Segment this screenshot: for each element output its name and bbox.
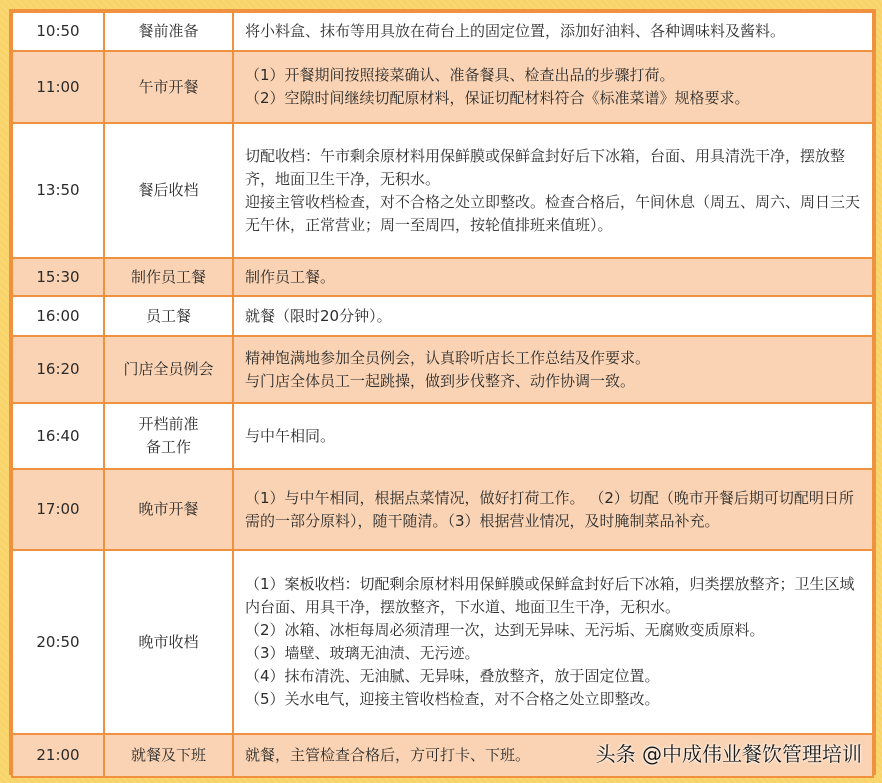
schedule-table-container — [9, 9, 876, 775]
task-label: 员工餐 — [145, 306, 191, 325]
description-cell — [233, 403, 873, 469]
description-line: 与中午相同。 — [245, 426, 336, 445]
description-cell — [233, 258, 873, 296]
description-cell — [233, 550, 873, 734]
description-line: （1）案板收档：切配剩余原材料用保鲜膜或保鲜盒封好后下冰箱，归类摆放整齐；卫生区域内台面、用具干净，摆放整齐，下水道、地面卫生干净，无积水。 — [245, 575, 855, 616]
task-label: 午市开餐 — [138, 77, 199, 96]
description-line: （1）开餐期间按照接菜确认、准备餐具、检查出品的步骤打荷。 — [245, 66, 675, 84]
description-cell — [233, 12, 873, 51]
table-row — [12, 51, 873, 123]
table-row — [12, 336, 873, 403]
time-cell: 21:00 — [12, 734, 104, 777]
description-line: （3）墙壁、玻璃无油渍、无污迹。 — [245, 644, 480, 662]
time-cell: 11:00 — [12, 51, 104, 123]
schedule-table-body — [12, 12, 873, 777]
description-line: （2）空隙时间继续切配原材料，保证切配材料符合《标准菜谱》规格要求。 — [245, 89, 750, 107]
kitchen-schedule-table — [11, 11, 874, 778]
description-line: （2）冰箱、冰柜每周必须清理一次，达到无异味、无污垢、无腐败变质原料。 — [245, 621, 765, 639]
description-line: （5）关水电气，迎接主管收档检查，对不合格之处立即整改。 — [245, 690, 660, 708]
task-cell — [104, 550, 233, 734]
time-cell: 10:50 — [12, 12, 104, 51]
table-row — [12, 403, 873, 469]
description-line: 就餐（限时20分钟）。 — [245, 306, 392, 325]
table-row — [12, 258, 873, 296]
time-cell: 16:00 — [12, 296, 104, 336]
task-cell — [104, 469, 233, 550]
description-cell — [233, 296, 873, 336]
description-line: （1）与中午相同，根据点菜情况，做好打荷工作。 （2）切配（晚市开餐后期可切配明日所需的一部分原料），随干随清。（3）根据营业情况，及时腌制菜品补充。 — [245, 488, 854, 530]
time-cell: 13:50 — [12, 123, 104, 258]
task-label: 餐后收档 — [138, 181, 199, 199]
task-cell — [104, 51, 233, 123]
task-cell — [104, 12, 233, 51]
description-line: 制作员工餐。 — [245, 267, 336, 286]
task-label: 就餐及下班 — [130, 746, 206, 764]
time-cell: 15:30 — [12, 258, 104, 296]
task-label: 制作员工餐 — [130, 267, 206, 286]
description-line: 将小料盒、抹布等用具放在荷台上的固定位置，添加好油料、各种调味料及酱料。 — [245, 22, 786, 40]
task-cell — [104, 734, 233, 777]
description-line: 切配收档：午市剩余原材料用保鲜膜或保鲜盒封好后下冰箱，台面、用具清洗干净，摆放整齐，地面卫生干净，无积水。 — [245, 146, 846, 188]
task-label: 门店全员例会 — [123, 360, 214, 378]
table-row — [12, 469, 873, 550]
table-row — [12, 296, 873, 336]
task-cell — [104, 403, 233, 469]
time-cell: 20:50 — [12, 550, 104, 734]
table-row — [12, 12, 873, 51]
description-line: 精神饱满地参加全员例会，认真聆听店长工作总结及作要求。 — [245, 348, 651, 367]
description-line: 迎接主管收档检查，对不合格之处立即整改。检查合格后，午间休息（周五、周六、周日三天无午休，正常营业；周一至周四，按轮值排班来值班）。 — [245, 192, 861, 234]
description-cell — [233, 336, 873, 403]
task-cell — [104, 258, 233, 296]
task-label: 晚市开餐 — [138, 500, 199, 518]
watermark-text: 头条 @中成伟业餐饮管理培训 — [595, 742, 862, 766]
table-row — [12, 550, 873, 734]
table-row — [12, 123, 873, 258]
description-cell — [233, 51, 873, 123]
task-cell — [104, 336, 233, 403]
task-label: 备工作 — [145, 438, 191, 456]
description-line: （4）抹布清洗、无油腻、无异味，叠放整齐，放于固定位置。 — [245, 667, 660, 685]
task-label: 餐前准备 — [138, 22, 199, 40]
time-cell: 17:00 — [12, 469, 104, 550]
description-cell — [233, 469, 873, 550]
time-cell: 16:20 — [12, 336, 104, 403]
time-cell: 16:40 — [12, 403, 104, 469]
task-cell — [104, 123, 233, 258]
task-label: 开档前准 — [138, 415, 199, 433]
task-label: 晚市收档 — [138, 632, 199, 651]
task-cell — [104, 296, 233, 336]
description-line: 就餐，主管检查合格后，方可打卡、下班。 — [245, 746, 531, 764]
description-line: 与门店全体员工一起跳操，做到步伐整齐、动作协调一致。 — [245, 371, 636, 390]
description-cell — [233, 123, 873, 258]
